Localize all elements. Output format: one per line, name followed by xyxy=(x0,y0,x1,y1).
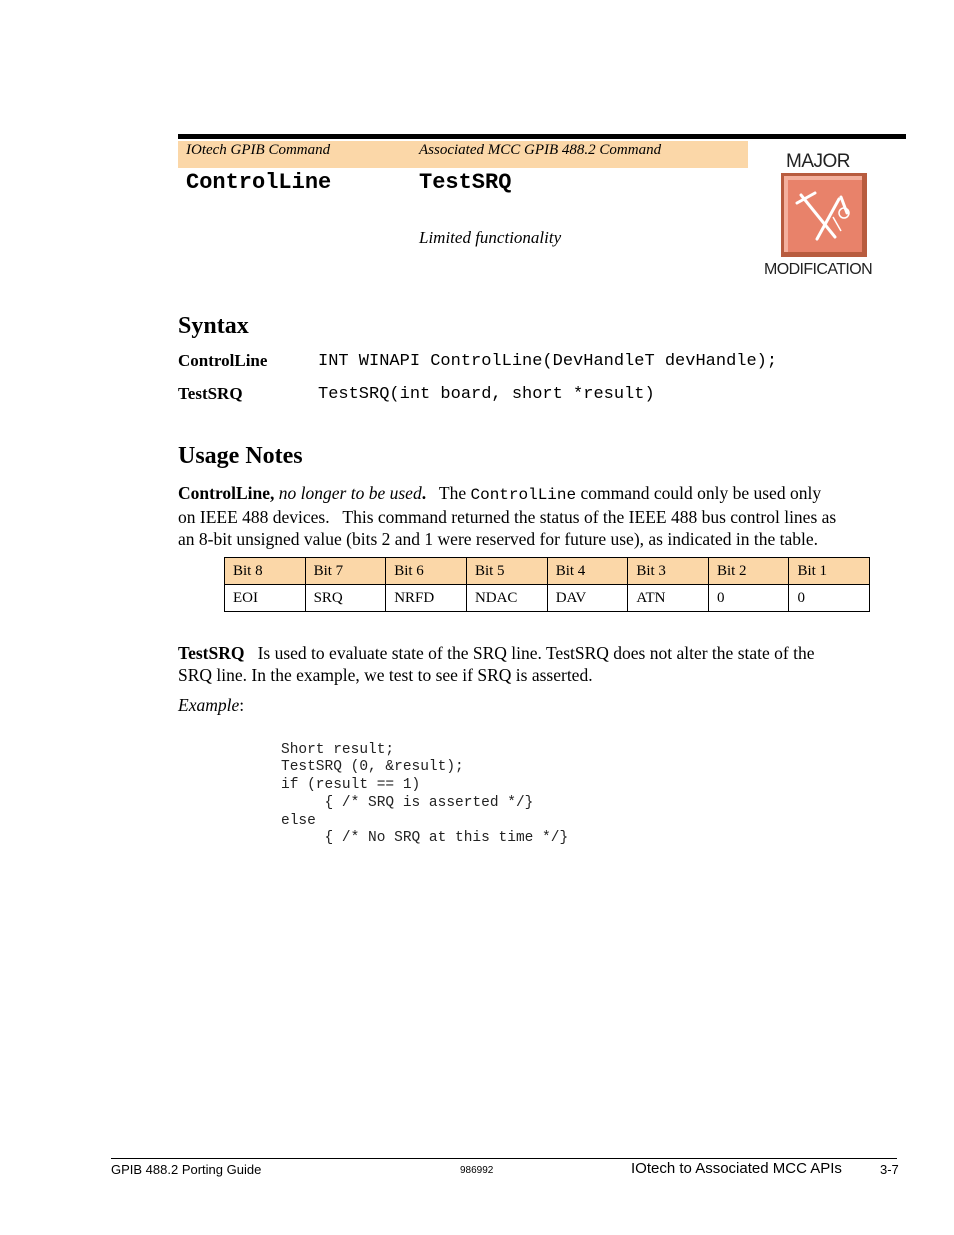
bit-value: 0 xyxy=(708,585,789,612)
deprecation-note: no longer to be used xyxy=(278,483,422,503)
testsrq-text-1: Is used to evaluate state of the SRQ line. TestSRQ does not alter the state of the xyxy=(257,643,815,663)
testsrq-paragraph xyxy=(178,642,888,686)
code-line: TestSRQ (0, &result); xyxy=(281,759,464,776)
syntax-code-testsrq: TestSRQ(int board, short *result) xyxy=(318,385,655,404)
example-label-colon: : xyxy=(239,695,245,715)
syntax-heading: Syntax xyxy=(178,313,249,339)
footer-guide-title: GPIB 488.2 Porting Guide xyxy=(111,1162,262,1177)
example-code-block xyxy=(281,724,568,866)
mcc-command-name: TestSRQ xyxy=(419,170,512,195)
code-line: { /* SRQ is asserted */} xyxy=(281,794,534,811)
bit-value: DAV xyxy=(547,585,628,612)
testsrq-term: TestSRQ xyxy=(178,643,245,663)
major-modification-icon xyxy=(781,173,867,257)
iotech-command-name: ControlLine xyxy=(186,170,332,195)
code-line: if (result == 1) xyxy=(281,777,421,794)
syntax-label-testsrq: TestSRQ xyxy=(178,384,243,403)
controlline-line-3: an 8-bit unsigned value (bits 2 and 1 were reserved for future use), as indicated in the table. xyxy=(178,529,818,549)
bit-value: ATN xyxy=(628,585,709,612)
controlline-line-1 xyxy=(178,482,888,506)
bit-table-value-row xyxy=(225,585,870,612)
code-line: else xyxy=(281,812,316,829)
badge-top-text: MAJOR xyxy=(786,151,850,172)
bit-header: Bit 2 xyxy=(708,558,789,585)
code-line: Short result; xyxy=(281,741,395,758)
bit-value: 0 xyxy=(789,585,870,612)
testsrq-line-1 xyxy=(178,642,888,664)
bit-header: Bit 5 xyxy=(466,558,547,585)
controlline-inline-code: ControlLine xyxy=(470,486,577,504)
example-label xyxy=(178,694,888,716)
footer-doc-number: 986992 xyxy=(460,1165,494,1176)
example-label-text: Example xyxy=(178,695,240,715)
bit-header: Bit 1 xyxy=(789,558,870,585)
bit-header: Bit 7 xyxy=(305,558,386,585)
bit-header: Bit 3 xyxy=(628,558,709,585)
footer-section-title: IOtech to Associated MCC APIs xyxy=(631,1160,842,1177)
syntax-code-controlline: INT WINAPI ControlLine(DevHandleT devHandle); xyxy=(318,352,778,371)
controlline-text-2: command could only be used only xyxy=(580,483,822,503)
bit-value: NDAC xyxy=(466,585,547,612)
controlline-paragraph xyxy=(178,482,888,550)
footer-page-number: 3-7 xyxy=(880,1162,899,1177)
bit-header: Bit 8 xyxy=(225,558,306,585)
bit-header: Bit 4 xyxy=(547,558,628,585)
testsrq-line-2: SRQ line. In the example, we test to see if SRQ is asserted. xyxy=(178,665,593,685)
bit-header: Bit 6 xyxy=(386,558,467,585)
controlline-term: ControlLine, xyxy=(178,483,275,503)
bit-table xyxy=(224,557,870,612)
mcc-command-label: Associated MCC GPIB 488.2 Command xyxy=(419,142,662,158)
usage-notes-heading: Usage Notes xyxy=(178,443,303,469)
header-rule xyxy=(178,134,906,139)
iotech-command-label: IOtech GPIB Command xyxy=(186,142,331,158)
deprecation-period: . xyxy=(421,483,427,503)
bit-value: NRFD xyxy=(386,585,467,612)
badge-bottom-text: MODIFICATION xyxy=(764,261,873,278)
code-line: { /* No SRQ at this time */} xyxy=(281,830,569,847)
bit-value: EOI xyxy=(225,585,306,612)
functionality-note: Limited functionality xyxy=(419,228,562,247)
bit-value: SRQ xyxy=(305,585,386,612)
controlline-text-1: The xyxy=(438,483,467,503)
footer-rule xyxy=(111,1158,897,1159)
syntax-label-controlline: ControlLine xyxy=(178,351,268,370)
bit-table-header-row xyxy=(225,558,870,585)
controlline-line-2: on IEEE 488 devices. This command returned the status of the IEEE 488 bus control lines as xyxy=(178,507,837,527)
